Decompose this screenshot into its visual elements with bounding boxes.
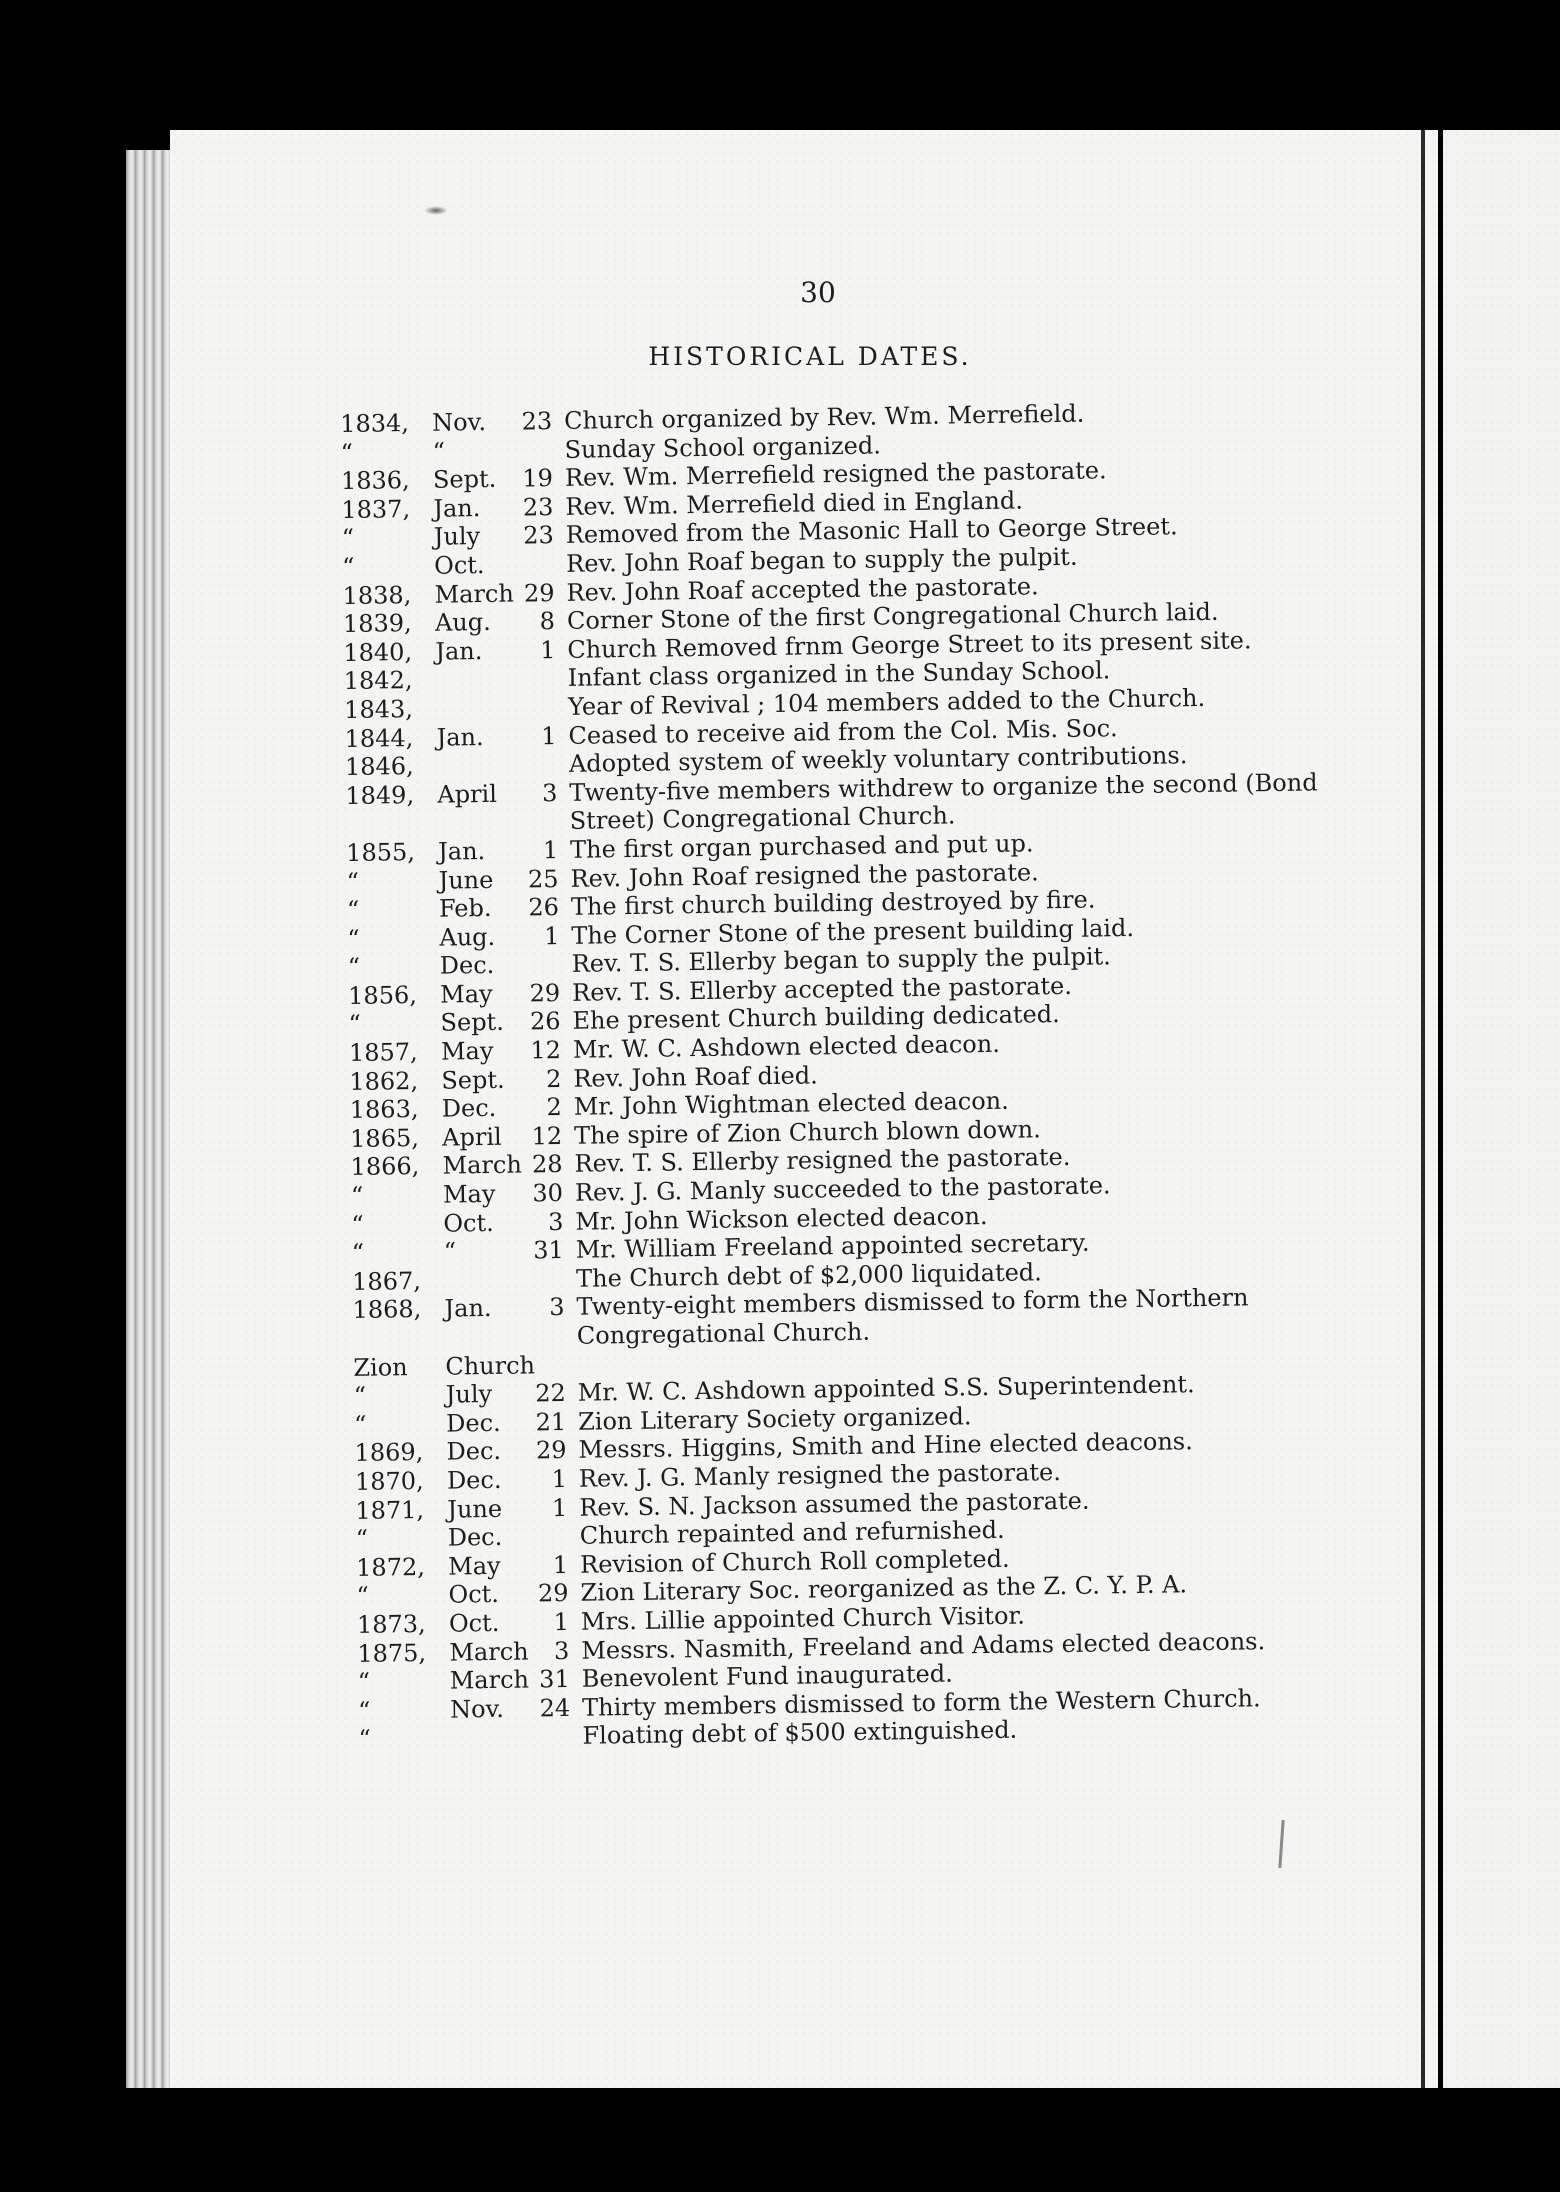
entry-day: 29 (537, 1579, 569, 1608)
entry-year: 1869, (354, 1438, 424, 1468)
entry-day: 23 (521, 407, 553, 436)
entry-text: Church repainted and refurnished. (579, 1515, 1005, 1550)
entry-day: 28 (531, 1150, 563, 1179)
entry-year: “ (357, 1696, 371, 1725)
entry-year: 1856, (347, 980, 418, 1010)
entry-day: 1 (553, 1607, 570, 1637)
entry-year: 1866, (350, 1152, 420, 1182)
entry-day (524, 693, 568, 694)
entry-year: 1862, (349, 1066, 419, 1096)
entry-text: Messrs. Nasmith, Freeland and Adams elected deacons. (581, 1626, 1266, 1665)
entry-year: 1836, (340, 466, 410, 496)
entry-month: Jan. (436, 722, 484, 752)
entry-year: 1868, (352, 1295, 422, 1325)
entry-month: Sept. (432, 465, 497, 494)
entry-text: The spire of Zion Church blown down. (573, 1115, 1041, 1150)
entry-text: Rev. Wm. Merrefield resigned the pastorate. (564, 456, 1107, 493)
entry-year: 1872, (355, 1552, 426, 1582)
entry-day: 1 (542, 835, 559, 865)
entry-year: 1870, (354, 1466, 424, 1496)
entry-year: “ (350, 1181, 364, 1210)
entry-day: 29 (529, 978, 561, 1008)
entry-year: 1867, (351, 1266, 422, 1296)
entry-year: “ (341, 524, 355, 553)
entry-day: 23 (522, 492, 554, 522)
page-title: HISTORICAL DATES. (648, 342, 972, 371)
entry-year: “ (358, 1725, 372, 1754)
entry-month: Sept. (441, 1065, 505, 1095)
entry-day: 22 (535, 1379, 566, 1408)
entry-month: March (434, 579, 515, 609)
entry-text: Rev. John Roaf died. (573, 1061, 818, 1093)
entry-text: The first church building destroyed by fire. (570, 885, 1096, 921)
entry-month: March (449, 1665, 530, 1695)
entry-month: Church (445, 1350, 536, 1381)
entry-month: Jan. (437, 836, 486, 866)
entry-year: “ (351, 1238, 365, 1268)
entry-text: Twenty-eight members dismissed to form the Northern Congregational Church. (576, 1283, 1249, 1350)
entry-day: 25 (527, 864, 559, 893)
entry-year: 1863, (349, 1095, 419, 1125)
entry-month: June (447, 1494, 503, 1524)
entry-month: Aug. (439, 922, 496, 952)
entry-month: Oct. (448, 1608, 500, 1638)
entry-text: The first organ purchased and put up. (569, 829, 1034, 864)
entry-text: Rev. John Roaf began to supply the pulpit. (565, 542, 1078, 578)
entry-year: “ (340, 438, 354, 467)
entry-month: Feb. (438, 894, 492, 923)
entry-day: 3 (541, 778, 558, 807)
entry-text: Rev. T. S. Ellerby began to supply the pulpit. (571, 942, 1111, 979)
entry-month: Nov. (431, 407, 487, 437)
entry-text: Rev. S. N. Jackson assumed the pastorate. (579, 1486, 1090, 1522)
entry-text: Mrs. Lillie appointed Church Visitor. (580, 1601, 1026, 1636)
entry-text: Zion Literary Society organized. (577, 1402, 972, 1436)
entry-day: 1 (539, 635, 556, 664)
entry-year: 1838, (342, 580, 412, 610)
entry-month: March (449, 1637, 529, 1667)
entry-day: 1 (543, 921, 560, 950)
entry-month: Dec. (446, 1465, 502, 1495)
entry-text: Floating debt of $500 extinguished. (582, 1715, 1018, 1751)
entry-text: Sunday School organized. (564, 431, 882, 464)
entry-month: Jan. (433, 493, 481, 523)
entry-text: Rev. Wm. Merrefield died in England. (565, 486, 1024, 521)
entry-month: June (438, 865, 494, 895)
entry-text: Rev. J. G. Manly succeeded to the pastorate. (574, 1171, 1111, 1207)
entry-text: Mr. W. C. Ashdown elected deacon. (572, 1029, 1001, 1064)
entry-text: Church organized by Rev. Wm. Merrefield. (563, 399, 1085, 435)
entry-month: Oct. (448, 1580, 500, 1609)
entry-day: 1 (551, 1493, 568, 1522)
entry-year: 1839, (342, 609, 412, 639)
entry-day: 3 (553, 1636, 570, 1665)
entry-text: Adopted system of weekly voluntary contributions. (568, 741, 1188, 778)
entry-month: Oct. (443, 1208, 494, 1238)
entry-year: 1857, (348, 1038, 418, 1067)
entry-month: April (437, 779, 498, 809)
entry-year: 1840, (343, 637, 413, 667)
entry-text: Rev. T. S. Ellerby accepted the pastorate. (571, 971, 1073, 1007)
entry-text: The Corner Stone of the present building laid. (571, 913, 1135, 950)
entry-year: 1846, (344, 752, 414, 782)
entry-month: Dec. (446, 1437, 502, 1466)
entry-month: Dec. (447, 1523, 503, 1552)
entry-day: 24 (539, 1693, 571, 1723)
entry-day: 2 (545, 1064, 562, 1093)
entry-text: Thirty members dismissed to form the Western Church. (581, 1683, 1261, 1722)
entry-day: 19 (522, 464, 554, 493)
entry-month: Nov. (449, 1694, 505, 1724)
entry-year: 1834, (340, 409, 410, 438)
entry-text: Church Removed frnm George Street to its present site. (567, 626, 1252, 664)
entry-year: “ (353, 1410, 367, 1439)
entry-month: Aug. (434, 608, 491, 637)
entry-year: 1843, (343, 694, 414, 724)
entry-day: 23 (523, 521, 554, 550)
entry-year: Zion (353, 1352, 408, 1382)
entry-year: “ (348, 1010, 362, 1039)
entry-month: Jan. (444, 1294, 492, 1324)
entry-text: Rev. J. G. Manly resigned the pastorate. (578, 1458, 1062, 1493)
entry-year: 1842, (343, 666, 413, 696)
entry-month: March (442, 1150, 523, 1181)
entry-text: Year of Revival ; 104 members added to the Church. (567, 683, 1206, 721)
entry-day: 26 (528, 893, 560, 922)
entry-day (533, 1350, 577, 1351)
entry-day: 31 (533, 1236, 564, 1265)
entry-year: “ (356, 1582, 370, 1611)
entry-text: Infant class organized in the Sunday School. (567, 656, 1111, 693)
entry-day: 1 (552, 1550, 569, 1579)
entry-day: 3 (549, 1293, 565, 1322)
entry-text: Rev. John Roaf accepted the pastorate. (566, 571, 1039, 607)
entry-month: July (445, 1380, 493, 1409)
entry-text: The Church debt of $2,000 liquidated. (575, 1258, 1043, 1293)
entry-month: April (441, 1122, 502, 1152)
entry-day: 29 (535, 1436, 567, 1465)
entry-year: “ (355, 1524, 369, 1554)
entry-year: 1871, (355, 1495, 425, 1525)
entry-month: Dec. (445, 1408, 501, 1438)
entry-text: Ehe present Church building dedicated. (572, 1000, 1060, 1036)
entry-year: “ (351, 1210, 364, 1239)
entry-text: Mr. W. C. Ashdown appointed S.S. Superintendent. (577, 1370, 1195, 1407)
entry-month: Sept. (440, 1008, 505, 1038)
entry-day: 29 (523, 578, 555, 608)
entry-day: 30 (532, 1178, 564, 1208)
entry-month: May (442, 1179, 496, 1209)
entry-day: 8 (539, 607, 556, 636)
entry-day: 2 (546, 1093, 562, 1122)
entry-day: 12 (530, 1036, 562, 1065)
ink-smudge (424, 206, 448, 215)
entry-month: Jan. (435, 636, 483, 666)
entry-text: Ceased to receive aid from the Col. Mis. Soc. (568, 713, 1118, 750)
entry-day: 31 (539, 1665, 570, 1694)
entry-day: 1 (541, 721, 557, 750)
entry-year: 1844, (344, 723, 414, 753)
entry-text: Rev. John Roaf resigned the pastorate. (570, 857, 1039, 893)
gutter-shadow (1421, 130, 1425, 2088)
entry-month: “ (443, 1237, 457, 1266)
dates-list (340, 396, 1359, 1754)
entry-year: “ (353, 1381, 367, 1411)
entry-day: 3 (547, 1207, 564, 1236)
entry-text: Benevolent Fund inaugurated. (581, 1659, 953, 1693)
entry-month: May (440, 1036, 494, 1066)
entry-text: Corner Stone of the first Congregational Church laid. (566, 597, 1219, 636)
entry-text: Rev. T. S. Ellerby resigned the pastorate. (574, 1143, 1071, 1179)
entry-month: Oct. (433, 550, 485, 580)
entry-year: “ (347, 924, 360, 953)
entry-text: Messrs. Higgins, Smith and Hine elected deacons. (578, 1427, 1193, 1465)
entry-year: “ (341, 552, 355, 581)
page-number: 30 (800, 276, 836, 309)
entry-text: Mr. John Wightman elected deacon. (573, 1086, 1009, 1122)
entry-month: July (433, 522, 481, 552)
entry-month (432, 693, 524, 694)
entry-year: 1855, (345, 837, 416, 867)
adjacent-page (1443, 130, 1560, 2088)
entry-text: Removed from the Masonic Hall to George Street. (565, 512, 1178, 550)
entry-year: 1837, (341, 494, 411, 524)
entry-month: Dec. (439, 951, 495, 980)
entry-day: 21 (535, 1407, 567, 1437)
entry-text: Zion Literary Soc. reorganized as the Z. C. Y. P. A. (580, 1570, 1188, 1608)
entry-day: 26 (529, 1007, 561, 1036)
entry-text: Twenty-five members withdrew to organize the second (Bond Street) Congregational Church. (569, 768, 1318, 836)
entry-text: Mr. William Freeland appointed secretary. (575, 1228, 1090, 1265)
entry-year: “ (347, 953, 361, 982)
entry-year: “ (346, 867, 360, 896)
entry-year: “ (346, 895, 360, 925)
entry-text: Mr. John Wickson elected deacon. (575, 1201, 988, 1236)
entry-year: 1875, (357, 1638, 427, 1668)
entry-year: “ (357, 1667, 371, 1696)
entry-day: 12 (531, 1121, 563, 1151)
entry-day: 1 (551, 1464, 568, 1494)
entry-text: Revision of Church Roll completed. (579, 1544, 1010, 1579)
entry-year: 1865, (349, 1123, 420, 1153)
entry-month: May (439, 979, 493, 1009)
entry-month: Dec. (441, 1094, 497, 1123)
entry-month: “ (432, 437, 446, 466)
entry-year: 1849, (345, 780, 415, 810)
entry-year: 1873, (356, 1609, 426, 1639)
entry-month: May (447, 1551, 501, 1581)
